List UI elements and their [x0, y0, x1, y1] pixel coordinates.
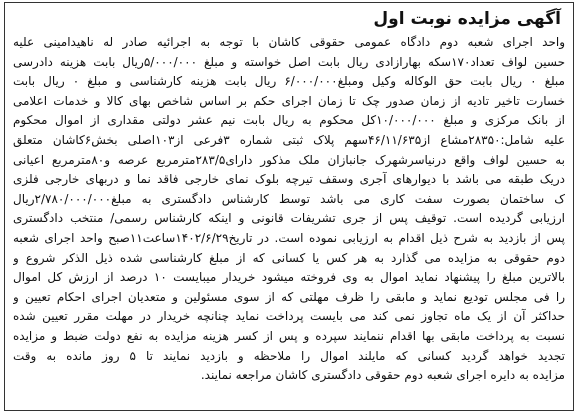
notice-line: تجدید خواهد گردید کسانی که مایلند اموال را ملاحظه و بازدید نمایند تا ۵ روز مانده به وقت	[13, 348, 565, 363]
notice-line: مبلغ ۰ ریال بابت حق الوکاله وکیل ومبلغ۶/۰۰۰/۰۰۰ ریال بابت هزینه کارشناسی و مبلغ ۰ ریال بابت	[13, 74, 565, 89]
notice-line: واحد اجرای شعبه دوم دادگاه عمومی حقوقی کاشان با توجه به اجرائیه صادر له ناهیدامینی علیه	[13, 35, 565, 49]
notice-line: خسارت تاخیر تادیه از زمان صدور چک تا زمان اجرای حکم بر اساس شاخص بهای کالا و خدمات اعلامی	[13, 93, 565, 108]
notice-line: حسین لواف تعداد۱۷۰سکه بهارازادی ریال بابت اصل خواسته و مبلغ ۵/۰۰۰/۰۰۰ریال بابت هزینه دادرسی	[13, 54, 565, 69]
notice-line: ارزیابی گردیده است. توقیف پس از جری تشریفات قانونی و اینکه کارشناس رسمی/ منتخب دادگستری	[13, 211, 565, 226]
notice-line: به حسین لواف واقع درنیاسرشهرک جانبازان ملک مذکور دارای۲۸۳/۵مترمربع عرصه و۸۰مترمربع اعیانی	[13, 152, 565, 167]
notice-line: پس از بازدید به شرح ذیل اقدام به ارزیابی نموده است. در تاریخ۱۴۰۲/۶/۲۹ساعت۱۱صبح واحد اجرای شعبه	[13, 230, 565, 245]
notice-line: مزایده به دایره اجرای شعبه دوم حقوقی دادگستری کاشان مراجعه نمایند.	[200, 368, 565, 383]
notice-line: علیه شامل:۲۸۳۵۰مشاع از۴۶/۱۱/۶۳۵سهم پلاک ثبتی شماره ۳فرعی از۱۰۳اصلی بخش۶کاشان متعلق	[13, 132, 565, 147]
notice-line: از بانک مرکزی و مبلغ ۱۰/۰۰۰/۰۰۰کل محکوم به ریال بابت نیم عشر دولتی مقداری از اموال محکوم	[13, 113, 565, 128]
notice-line: دوم حقوقی به مزایده می گذارد به هر کس یا کسانی که از مبلغ کارشناسی شده ذیل الذکر شروع و	[13, 250, 565, 265]
notice-body	[13, 33, 565, 386]
notice-line: حداکثر آن از یک ماه تجاوز نمی کند می بایست پرداخت نماید چنانچه خریدار در مهلت مقرر تعیین شده	[13, 309, 565, 324]
notice-line: دریک طبقه می باشد با دیوارهای آجری وسقف تیرچه بلوک نمای خارجی فاقد نما و دربهای خارجی فلزی	[13, 172, 565, 187]
notice-line: نسبت به پرداخت مابقی بها اقدام ننمایند سپرده و پس از کسر هزینه مزایده به نفع دولت ضبط و مزایده	[13, 328, 565, 343]
notice-title: آگهی مزایده نوبت اول	[373, 9, 561, 29]
auction-notice	[4, 2, 574, 411]
notice-line: را فی مجلس تودیع نماید و مابقی را ظرف مهلتی که از سوی مسئولین و متعدیان اجرای احکام تعیین و	[13, 289, 565, 304]
notice-line: ک ساختمان بصورت سفت کاری می باشد توسط کارشناس دادگستری به مبلغ۲/۷۸۰/۰۰۰/۰۰۰ریال	[13, 191, 565, 206]
notice-line: بالاترین مبلغ را پیشنهاد نماید اموال به وی فروخته میشود خریدار میبایست ۱۰ درصد از ارزش کل اموال	[13, 270, 565, 285]
